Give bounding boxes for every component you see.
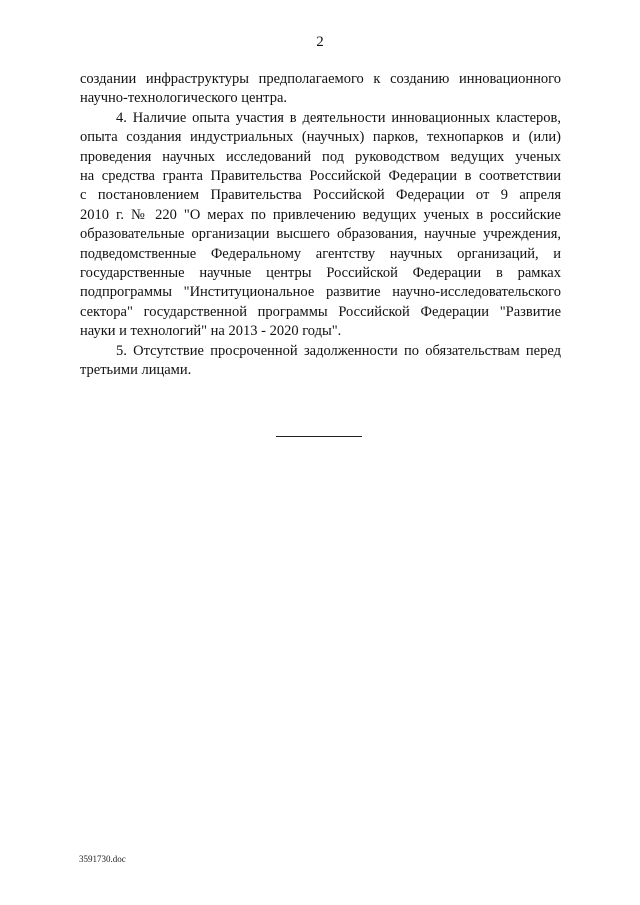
text-line: третьими лицами. bbox=[80, 362, 192, 379]
text-line: 2010 г. № 220 "О мерах по привлечению ведущих ученых в российские bbox=[80, 206, 561, 223]
paragraph-item-5 bbox=[80, 342, 561, 381]
text-line: научно-технологического центра. bbox=[80, 90, 288, 107]
text-line: сектора" государственной программы Российской Федерации "Развитие bbox=[80, 303, 561, 320]
document-file-code: 3591730.doc bbox=[79, 854, 126, 864]
paragraph-continuation bbox=[80, 70, 561, 109]
text-line: образовательные организации высшего образования, научные учреждения, bbox=[80, 226, 561, 243]
text-line: подпрограммы "Институциональное развитие научно-исследовательского bbox=[80, 284, 561, 301]
text-line: проведения научных исследований под руководством ведущих ученых bbox=[80, 148, 561, 165]
page-number: 2 bbox=[316, 34, 324, 50]
end-of-document-rule bbox=[276, 436, 362, 437]
text-line: с постановлением Правительства Российской Федерации от 9 апреля bbox=[80, 187, 561, 204]
text-line: науки и технологий" на 2013 - 2020 годы". bbox=[80, 323, 342, 340]
text-line: опыта создания индустриальных (научных) парков, технопарков и (или) bbox=[80, 129, 561, 146]
text-line: создании инфраструктуры предполагаемого к созданию инновационного bbox=[80, 71, 561, 87]
text-line: 4. Наличие опыта участия в деятельности инновационных кластеров, bbox=[116, 109, 561, 126]
text-line: на средства гранта Правительства Российской Федерации в соответствии bbox=[80, 168, 561, 185]
text-line: государственные научные центры Российской Федерации в рамках bbox=[80, 265, 561, 282]
paragraph-item-4 bbox=[80, 109, 561, 342]
text-line: 5. Отсутствие просроченной задолженности по обязательствам перед bbox=[116, 342, 561, 359]
document-body bbox=[80, 70, 561, 381]
text-line: подведомственные Федеральному агентству научных организаций, и bbox=[80, 245, 561, 262]
